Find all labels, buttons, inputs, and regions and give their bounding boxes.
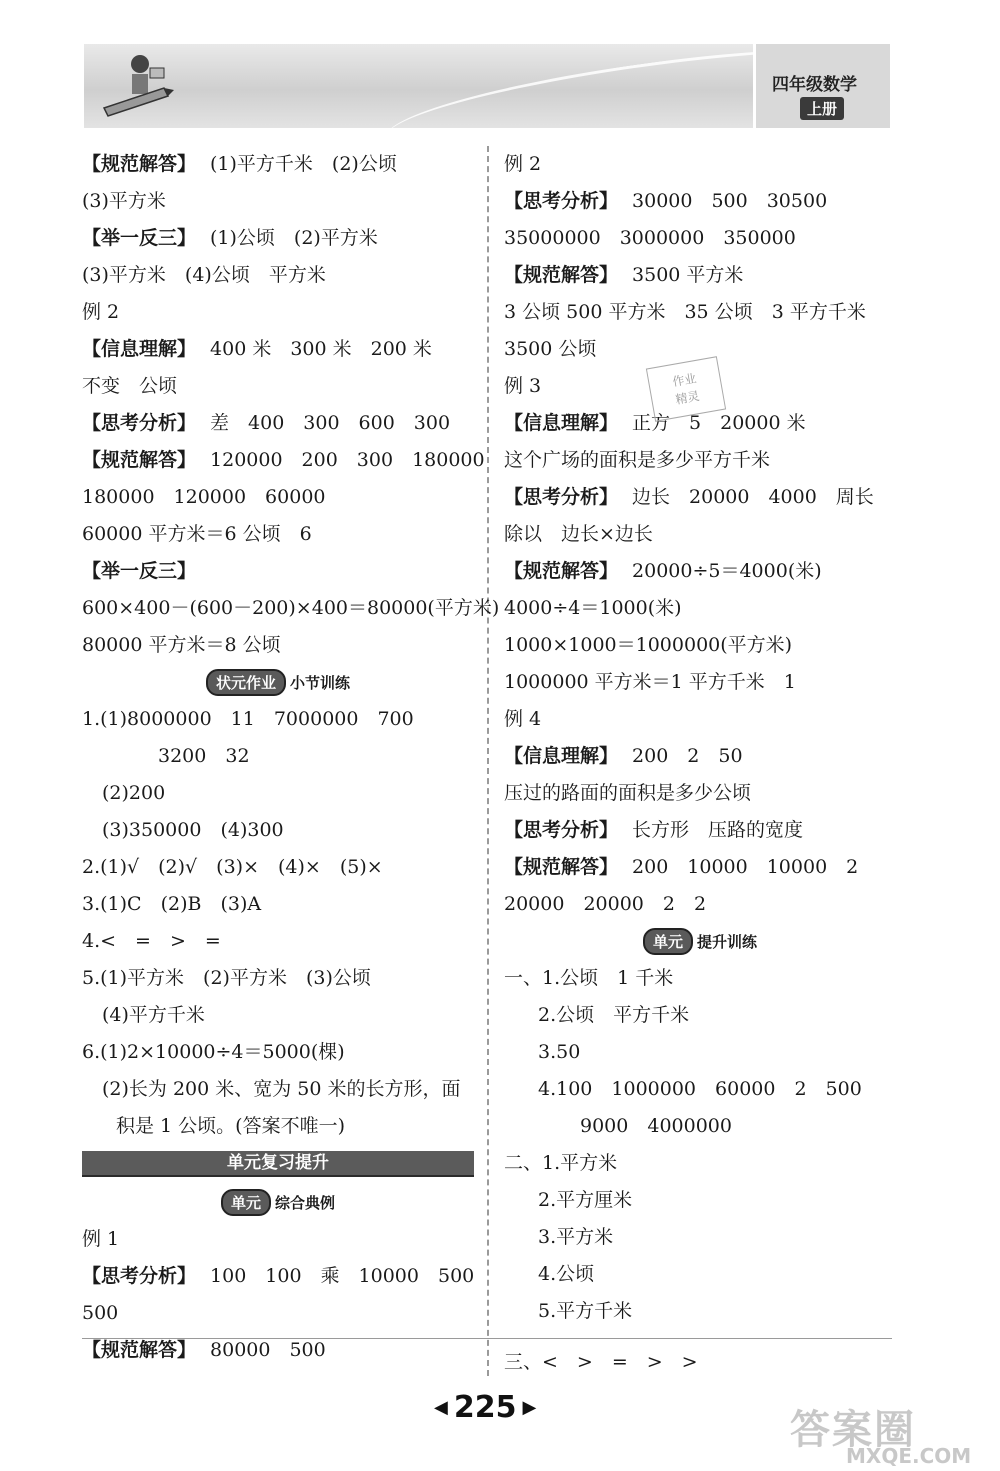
answer-line: 【信息理解】 400 米 300 米 200 米 bbox=[82, 338, 432, 360]
answer-line: 【规范解答】 3500 平方米 bbox=[504, 264, 744, 286]
answer-line: 3.50 bbox=[538, 1041, 581, 1063]
answer-line: 【信息理解】 200 2 50 bbox=[504, 745, 743, 767]
answer-line: 6.(1)2×10000÷4＝5000(棵) bbox=[82, 1041, 345, 1063]
answer-line: 1.(1)8000000 11 7000000 700 bbox=[82, 708, 414, 730]
answer-line: 3500 公顷 bbox=[504, 338, 597, 360]
answer-line: 3.平方米 bbox=[538, 1226, 614, 1248]
answer-line: 500 bbox=[82, 1302, 119, 1324]
answer-line: 4.100 1000000 60000 2 500 bbox=[538, 1078, 862, 1100]
section-heading-advanced bbox=[504, 923, 896, 960]
answer-line: 【规范解答】 20000÷5＝4000(米) bbox=[504, 560, 822, 582]
left-column bbox=[82, 146, 500, 1369]
answer-line: 不变 公顷 bbox=[82, 375, 178, 397]
answer-line: 20000 20000 2 2 bbox=[504, 893, 707, 915]
answer-line: 【规范解答】 200 10000 10000 2 bbox=[504, 856, 859, 878]
answer-line: 4.公顷 bbox=[538, 1263, 595, 1285]
answer-line: 【举一反三】 bbox=[82, 560, 197, 582]
watermark-url: MXQE.COM bbox=[846, 1444, 972, 1468]
right-column bbox=[504, 146, 896, 1330]
stamp-mark: 作业 精灵 bbox=[646, 356, 726, 422]
answer-line: 积是 1 公顷。(答案不唯一) bbox=[116, 1115, 345, 1137]
answer-line: 80000 平方米＝8 公顷 bbox=[82, 634, 281, 656]
answer-line: 5.(1)平方米 (2)平方米 (3)公顷 bbox=[82, 967, 371, 989]
answer-line: 【思考分析】 长方形 压路的宽度 bbox=[504, 819, 804, 841]
answer-line: 一、1.公顷 1 千米 bbox=[504, 967, 674, 989]
answer-line: 压过的路面的面积是多少公顷 bbox=[504, 782, 752, 804]
section-badge: 状元作业 bbox=[206, 669, 286, 696]
answer-line: (3)350000 (4)300 bbox=[102, 819, 284, 841]
section-subtitle: 小节训练 bbox=[290, 674, 351, 692]
footer-rule bbox=[82, 1338, 892, 1339]
watermark-logo: 答案圈 bbox=[790, 1407, 916, 1453]
answer-line: 【思考分析】 30000 500 30500 bbox=[504, 190, 828, 212]
answer-line: 【规范解答】 120000 200 300 180000 bbox=[82, 449, 485, 471]
answer-line: 二、1.平方米 bbox=[504, 1152, 618, 1174]
example-heading: 例 4 bbox=[504, 708, 542, 730]
answer-line: 35000000 3000000 350000 bbox=[504, 227, 796, 249]
answer-line: 3.(1)C (2)B (3)A bbox=[82, 893, 262, 915]
section-badge: 单元 bbox=[221, 1189, 271, 1216]
answer-line: 【思考分析】 边长 20000 4000 周长 bbox=[504, 486, 874, 508]
answer-line: (3)平方米 bbox=[82, 190, 166, 212]
example-heading: 例 2 bbox=[504, 153, 542, 175]
unit-review-bar: 单元复习提升 bbox=[82, 1151, 474, 1177]
answer-line: 2.公顷 平方千米 bbox=[538, 1004, 690, 1026]
answer-line: 180000 120000 60000 bbox=[82, 486, 326, 508]
answer-line: (2)200 bbox=[102, 782, 166, 804]
answer-line: 1000×1000＝1000000(平方米) bbox=[504, 634, 793, 656]
answer-line: 除以 边长×边长 bbox=[504, 523, 653, 545]
answer-line: (2)长为 200 米、宽为 50 米的长方形，面 bbox=[102, 1078, 461, 1100]
answer-line: 【思考分析】 100 100 乘 10000 500 bbox=[82, 1265, 475, 1287]
answer-line: 9000 4000000 bbox=[580, 1115, 732, 1137]
answer-line: (4)平方千米 bbox=[102, 1004, 205, 1026]
answer-line: 4000÷4＝1000(米) bbox=[504, 597, 682, 619]
answer-line: 【规范解答】 80000 500 bbox=[82, 1339, 326, 1361]
answer-line: 4.< = > = bbox=[82, 930, 221, 952]
example-heading: 例 3 bbox=[504, 375, 542, 397]
answer-line: 3 公顷 500 平方米 35 公顷 3 平方千米 bbox=[504, 301, 866, 323]
answer-line: 2.平方厘米 bbox=[538, 1189, 633, 1211]
answer-line: 3200 32 bbox=[158, 745, 250, 767]
triangle-left-icon: ◀ bbox=[434, 1397, 448, 1418]
section-heading-examples bbox=[82, 1184, 474, 1221]
answer-line: (3)平方米 (4)公顷 平方米 bbox=[82, 264, 326, 286]
answer-line: 【举一反三】 (1)公顷 (2)平方米 bbox=[82, 227, 378, 249]
section-subtitle: 综合典例 bbox=[275, 1194, 336, 1212]
answer-line: 三、< > = > > bbox=[504, 1351, 698, 1373]
grade-subject-label: 四年级数学 bbox=[772, 75, 857, 95]
volume-badge: 上册 bbox=[800, 97, 844, 120]
section-subtitle: 提升训练 bbox=[697, 933, 758, 951]
student-on-pencil-icon bbox=[100, 48, 174, 124]
page-number bbox=[434, 1390, 536, 1425]
column-divider bbox=[487, 146, 489, 1376]
header-banner bbox=[84, 44, 890, 128]
answer-line: 60000 平方米＝6 公顷 6 bbox=[82, 523, 312, 545]
answer-line: 这个广场的面积是多少平方千米 bbox=[504, 449, 771, 471]
answer-line: 【信息理解】 正方 5 20000 米 bbox=[504, 412, 806, 434]
section-heading-practice bbox=[82, 664, 474, 701]
answer-line: 2.(1)√ (2)√ (3)× (4)× (5)× bbox=[82, 856, 383, 878]
page-number-text: 225 bbox=[453, 1390, 517, 1425]
answer-line: 5.平方千米 bbox=[538, 1300, 633, 1322]
answer-line: 【思考分析】 差 400 300 600 300 bbox=[82, 412, 451, 434]
answer-line: 1000000 平方米＝1 平方千米 1 bbox=[504, 671, 796, 693]
answer-line: 【规范解答】 (1)平方千米 (2)公顷 bbox=[82, 153, 397, 175]
triangle-right-icon: ▶ bbox=[522, 1397, 537, 1418]
answer-line: 600×400－(600－200)×400＝80000(平方米) bbox=[82, 597, 500, 619]
example-heading: 例 2 bbox=[82, 301, 120, 323]
section-badge: 单元 bbox=[643, 928, 693, 955]
example-heading: 例 1 bbox=[82, 1228, 120, 1250]
